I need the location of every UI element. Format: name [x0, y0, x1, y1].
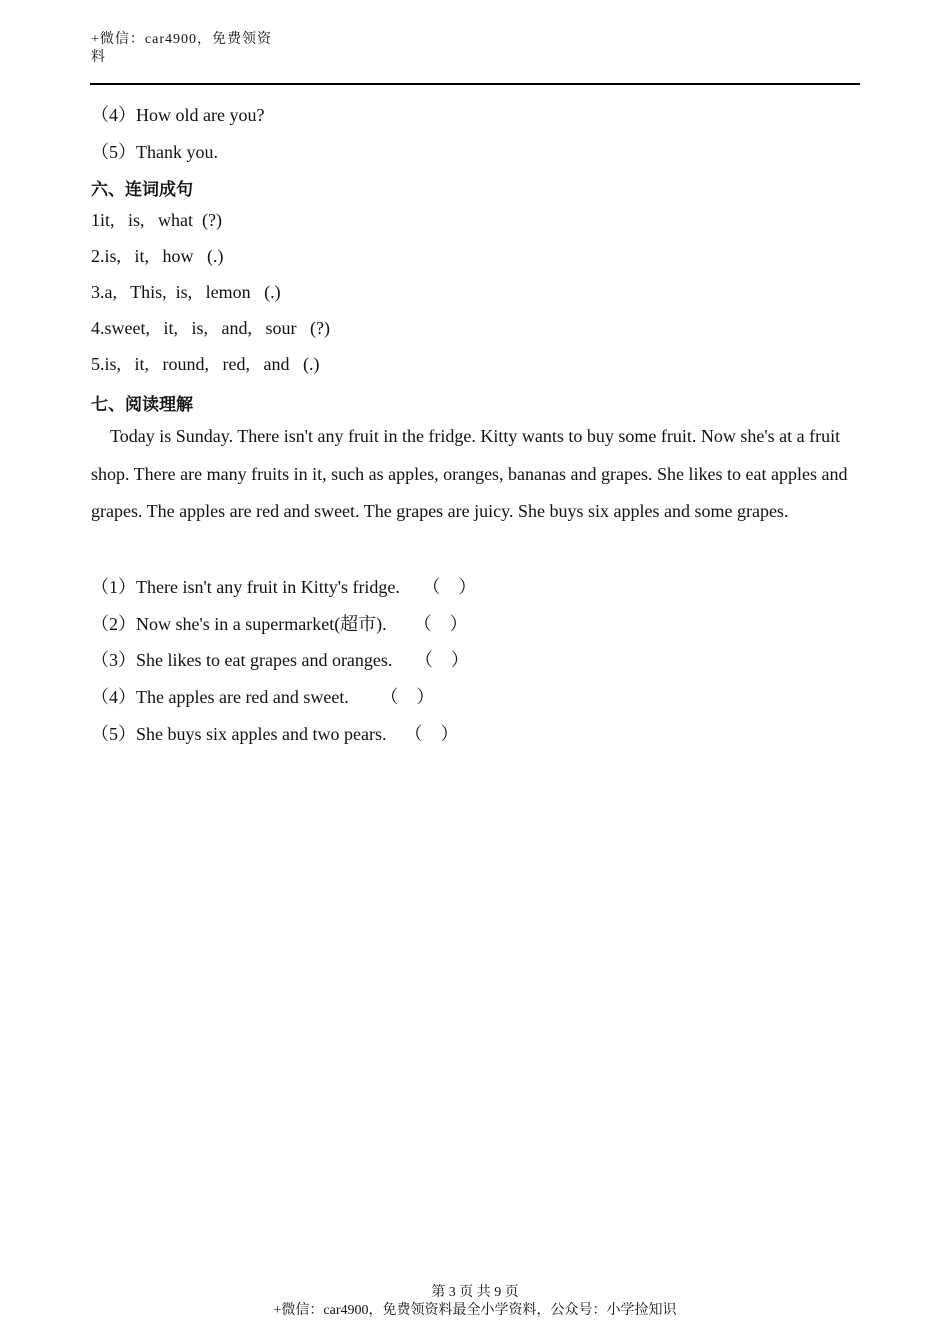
- section6-item-3: 3.a, This, is, lemon (.): [91, 282, 281, 302]
- section5-item-4: （4）How old are you?: [91, 105, 265, 125]
- header-watermark-note: +微信：car4900，免费领资料: [91, 32, 272, 65]
- reading-question-3: （3）She likes to eat grapes and oranges. （ ）: [91, 650, 469, 670]
- reading-question-1: （1）There isn't any fruit in Kitty's fridge. （ ）: [91, 577, 477, 597]
- footer-watermark-note: +微信：car4900，免费领资料最全小学资料，公众号：小学捡知识: [273, 1303, 677, 1318]
- reading-question-4: （4）The apples are red and sweet. （ ）: [91, 687, 435, 707]
- section7-title: 七、阅读理解: [91, 395, 193, 415]
- section5-item-5: （5）Thank you.: [91, 142, 218, 162]
- section6-item-5: 5.is, it, round, red, and (.): [91, 354, 320, 374]
- reading-question-5: （5）She buys six apples and two pears. （ ）: [91, 724, 459, 744]
- section6-item-2: 2.is, it, how (.): [91, 246, 224, 266]
- section6-title: 六、连词成句: [91, 180, 193, 200]
- header-divider: [90, 83, 860, 85]
- reading-question-2: （2）Now she's in a supermarket(超市). （ ）: [91, 614, 468, 634]
- section6-item-1: 1it, is, what (?): [91, 210, 222, 230]
- page-number: 第 3 页 共 9 页: [431, 1285, 519, 1300]
- section6-item-4: 4.sweet, it, is, and, sour (?): [91, 318, 330, 338]
- reading-passage: Today is Sunday. There isn't any fruit in the fridge. Kitty wants to buy some fruit. Now she's at a fruit shop. There are many fruits in it, such as apples, oranges, bananas and grapes. She likes to eat apples and grapes. The apples are red and sweet. The grapes are juicy. She buys six apples and some grapes.: [91, 426, 848, 521]
